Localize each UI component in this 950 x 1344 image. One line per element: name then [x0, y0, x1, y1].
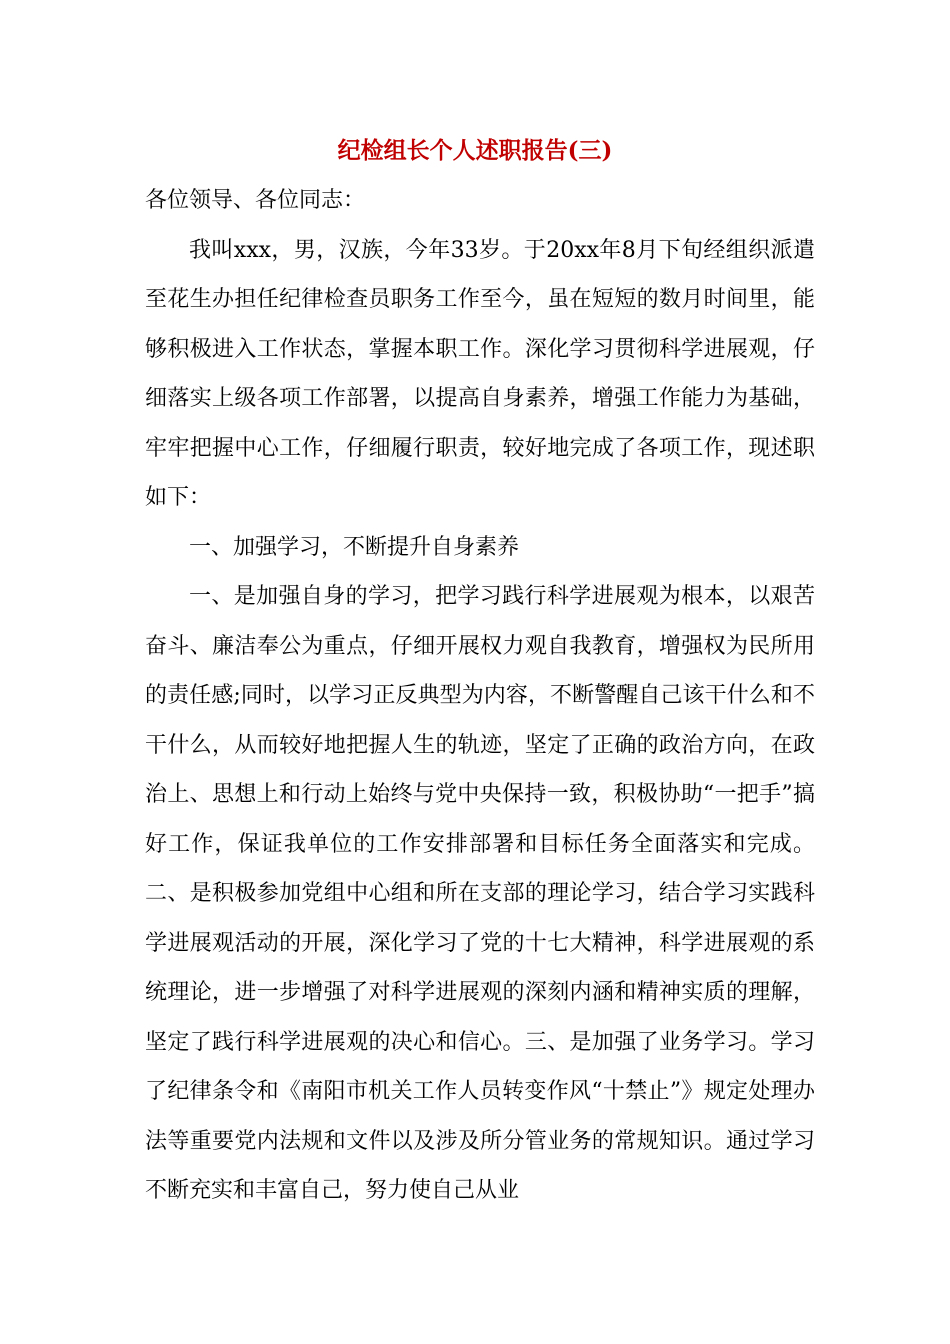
section-heading: 一、加强学习，不断提升自身素养: [189, 534, 520, 560]
paragraph-intro: 我叫xxx，男，汉族，今年33岁。于20xx年8月下旬经组织派遣至花生办担任纪律检查员职务工作至今，虽在短短的数月时间里，能够积极进入工作状态，掌握本职工作。深化学习贯彻科学进展观，仔细落实上级各项工作部署，以提高自身素养，增强工作能力为基础，牢牢把握中心工作，仔细履行职责，较好地完成了各项工作，现述职如下：: [145, 237, 815, 510]
paragraph-study: 一、是加强自身的学习，把学习践行科学进展观为根本，以艰苦奋斗、廉洁奉公为重点，仔细开展权力观自我教育，增强权为民所用的责任感;同时，以学习正反典型为内容，不断警醒自己该干什么和不干什么，从而较好地把握人生的轨迹，坚定了正确的政治方向，在政治上、思想上和行动上始终与党中央保持一致，积极协助“一把手”搞好工作，保证我单位的工作安排部署和目标任务全面落实和完成。二、是积极参加党组中心组和所在支部的理论学习，结合学习实践科学进展观活动的开展，深化学习了党的十七大精神，科学进展观的系统理论，进一步增强了对科学进展观的深刻内涵和精神实质的理解，坚定了践行科学进展观的决心和信心。三、是加强了业务学习。学习了纪律条令和《南阳市机关工作人员转变作风“十禁止”》规定处理办法等重要党内法规和文件以及涉及所分管业务的常规知识。通过学习不断充实和丰富自己，努力使自己从业: [145, 584, 815, 1203]
document-body: [145, 176, 815, 1216]
document-title: 纪检组长个人述职报告(三): [337, 137, 613, 164]
salutation: 各位领导、各位同志：: [145, 188, 366, 213]
